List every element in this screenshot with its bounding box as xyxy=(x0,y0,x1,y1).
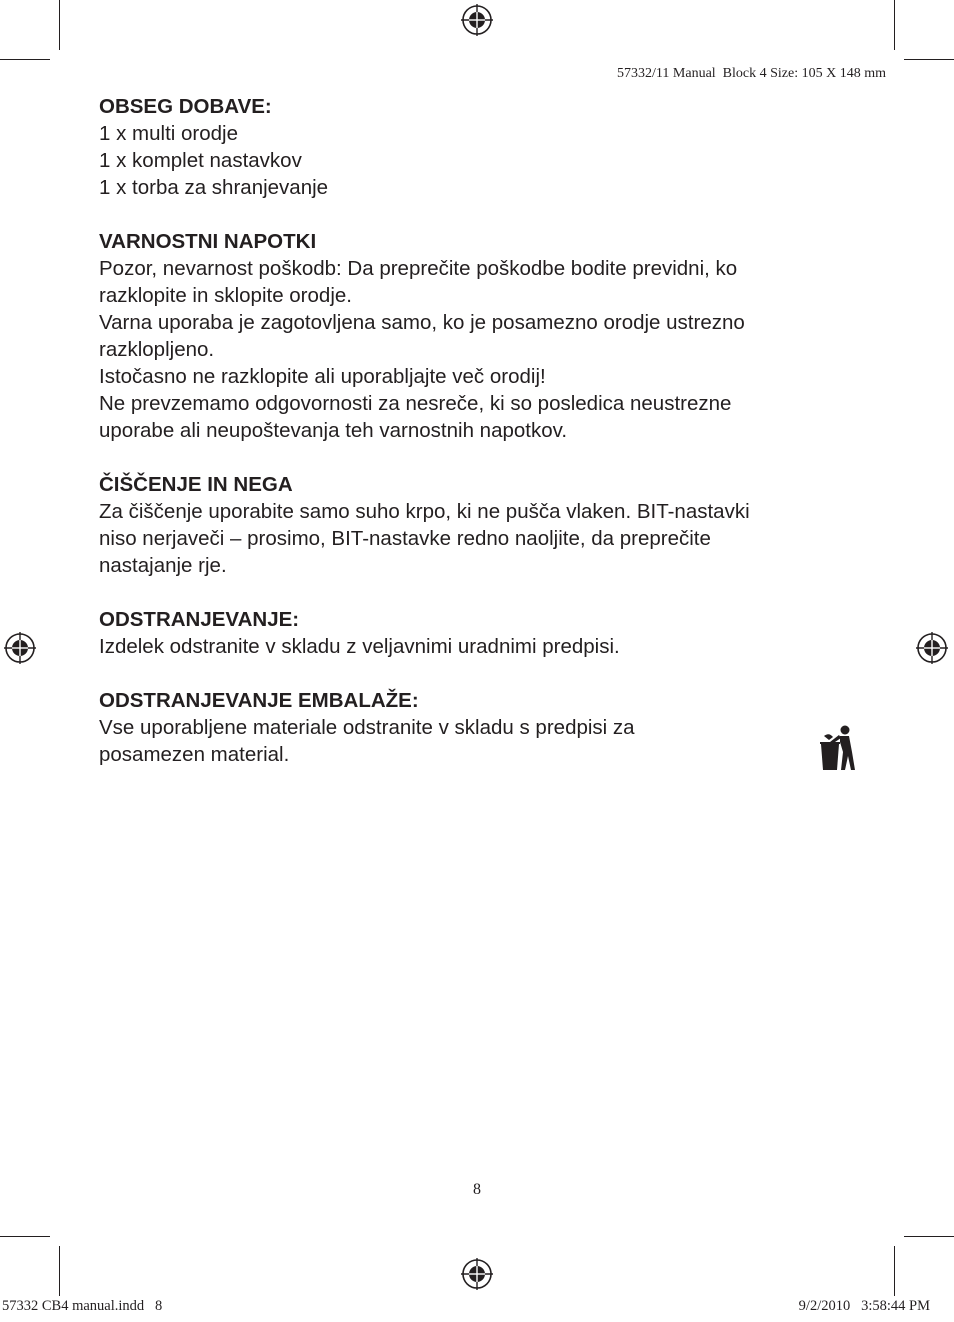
section-packaging-disposal xyxy=(99,687,829,768)
text-line: Istočasno ne razklopite ali uporabljajte več orodij! xyxy=(99,365,546,388)
crop-mark-top-right-vertical xyxy=(894,0,895,50)
text-line: niso nerjaveči – prosimo, BIT-nastavke redno naoljite, da preprečite xyxy=(99,527,711,550)
crop-mark-bottom-left-vertical xyxy=(59,1246,60,1296)
text-line: 1 x multi orodje xyxy=(99,122,239,145)
print-job-info: 57332/11 Manual Block 4 Size: 105 X 148 mm xyxy=(617,66,886,81)
section-cleaning-and-care xyxy=(99,471,829,579)
text-line: 1 x komplet nastavkov xyxy=(99,149,302,172)
crop-mark-top-right-horizontal xyxy=(904,59,954,60)
text-line: razklopite in sklopite orodje. xyxy=(99,284,352,307)
crop-mark-bottom-right-horizontal xyxy=(904,1236,954,1237)
section-title: ODSTRANJEVANJE: xyxy=(99,608,300,631)
section-scope-of-delivery xyxy=(99,93,829,201)
text-line: uporabe ali neupoštevanja teh varnostnih napotkov. xyxy=(99,419,568,442)
section-disposal xyxy=(99,606,829,660)
section-title: OBSEG DOBAVE: xyxy=(99,95,272,118)
print-timestamp: 9/2/2010 3:58:44 PM xyxy=(798,1298,930,1314)
text-line: razklopljeno. xyxy=(99,338,215,361)
registration-mark-right-icon xyxy=(916,632,948,664)
page-number: 8 xyxy=(473,1181,481,1198)
text-line: Ne prevzemamo odgovornosti za nesreče, ki so posledica neustrezne xyxy=(99,392,732,415)
section-title: ODSTRANJEVANJE EMBALAŽE: xyxy=(99,689,419,712)
registration-mark-left-icon xyxy=(4,632,36,664)
section-title: ČIŠČENJE IN NEGA xyxy=(99,473,293,496)
crop-mark-bottom-left-horizontal xyxy=(0,1236,50,1237)
text-line: Pozor, nevarnost poškodb: Da preprečite poškodbe bodite previdni, ko xyxy=(99,257,738,280)
file-slug: 57332 CB4 manual.indd 8 xyxy=(2,1298,163,1314)
text-line: Izdelek odstranite v skladu z veljavnimi uradnimi predpisi. xyxy=(99,635,620,658)
text-line: posamezen material. xyxy=(99,743,290,766)
section-title: VARNOSTNI NAPOTKI xyxy=(99,230,317,253)
registration-mark-top-icon xyxy=(461,4,493,36)
crop-mark-top-left-horizontal xyxy=(0,59,50,60)
crop-mark-bottom-right-vertical xyxy=(894,1246,895,1296)
text-line: 1 x torba za shranjevanje xyxy=(99,176,329,199)
text-line: Vse uporabljene materiale odstranite v skladu s predpisi za xyxy=(99,716,635,739)
crop-mark-top-left-vertical xyxy=(59,0,60,50)
text-line: Za čiščenje uporabite samo suho krpo, ki ne pušča vlaken. BIT-nastavki xyxy=(99,500,750,523)
registration-mark-bottom-icon xyxy=(461,1258,493,1290)
text-line: nastajanje rje. xyxy=(99,554,227,577)
section-safety-instructions xyxy=(99,228,829,444)
manual-content xyxy=(99,93,829,795)
text-line: Varna uporaba je zagotovljena samo, ko je posamezno orodje ustrezno xyxy=(99,311,745,334)
trash-bin-icon xyxy=(818,722,858,772)
